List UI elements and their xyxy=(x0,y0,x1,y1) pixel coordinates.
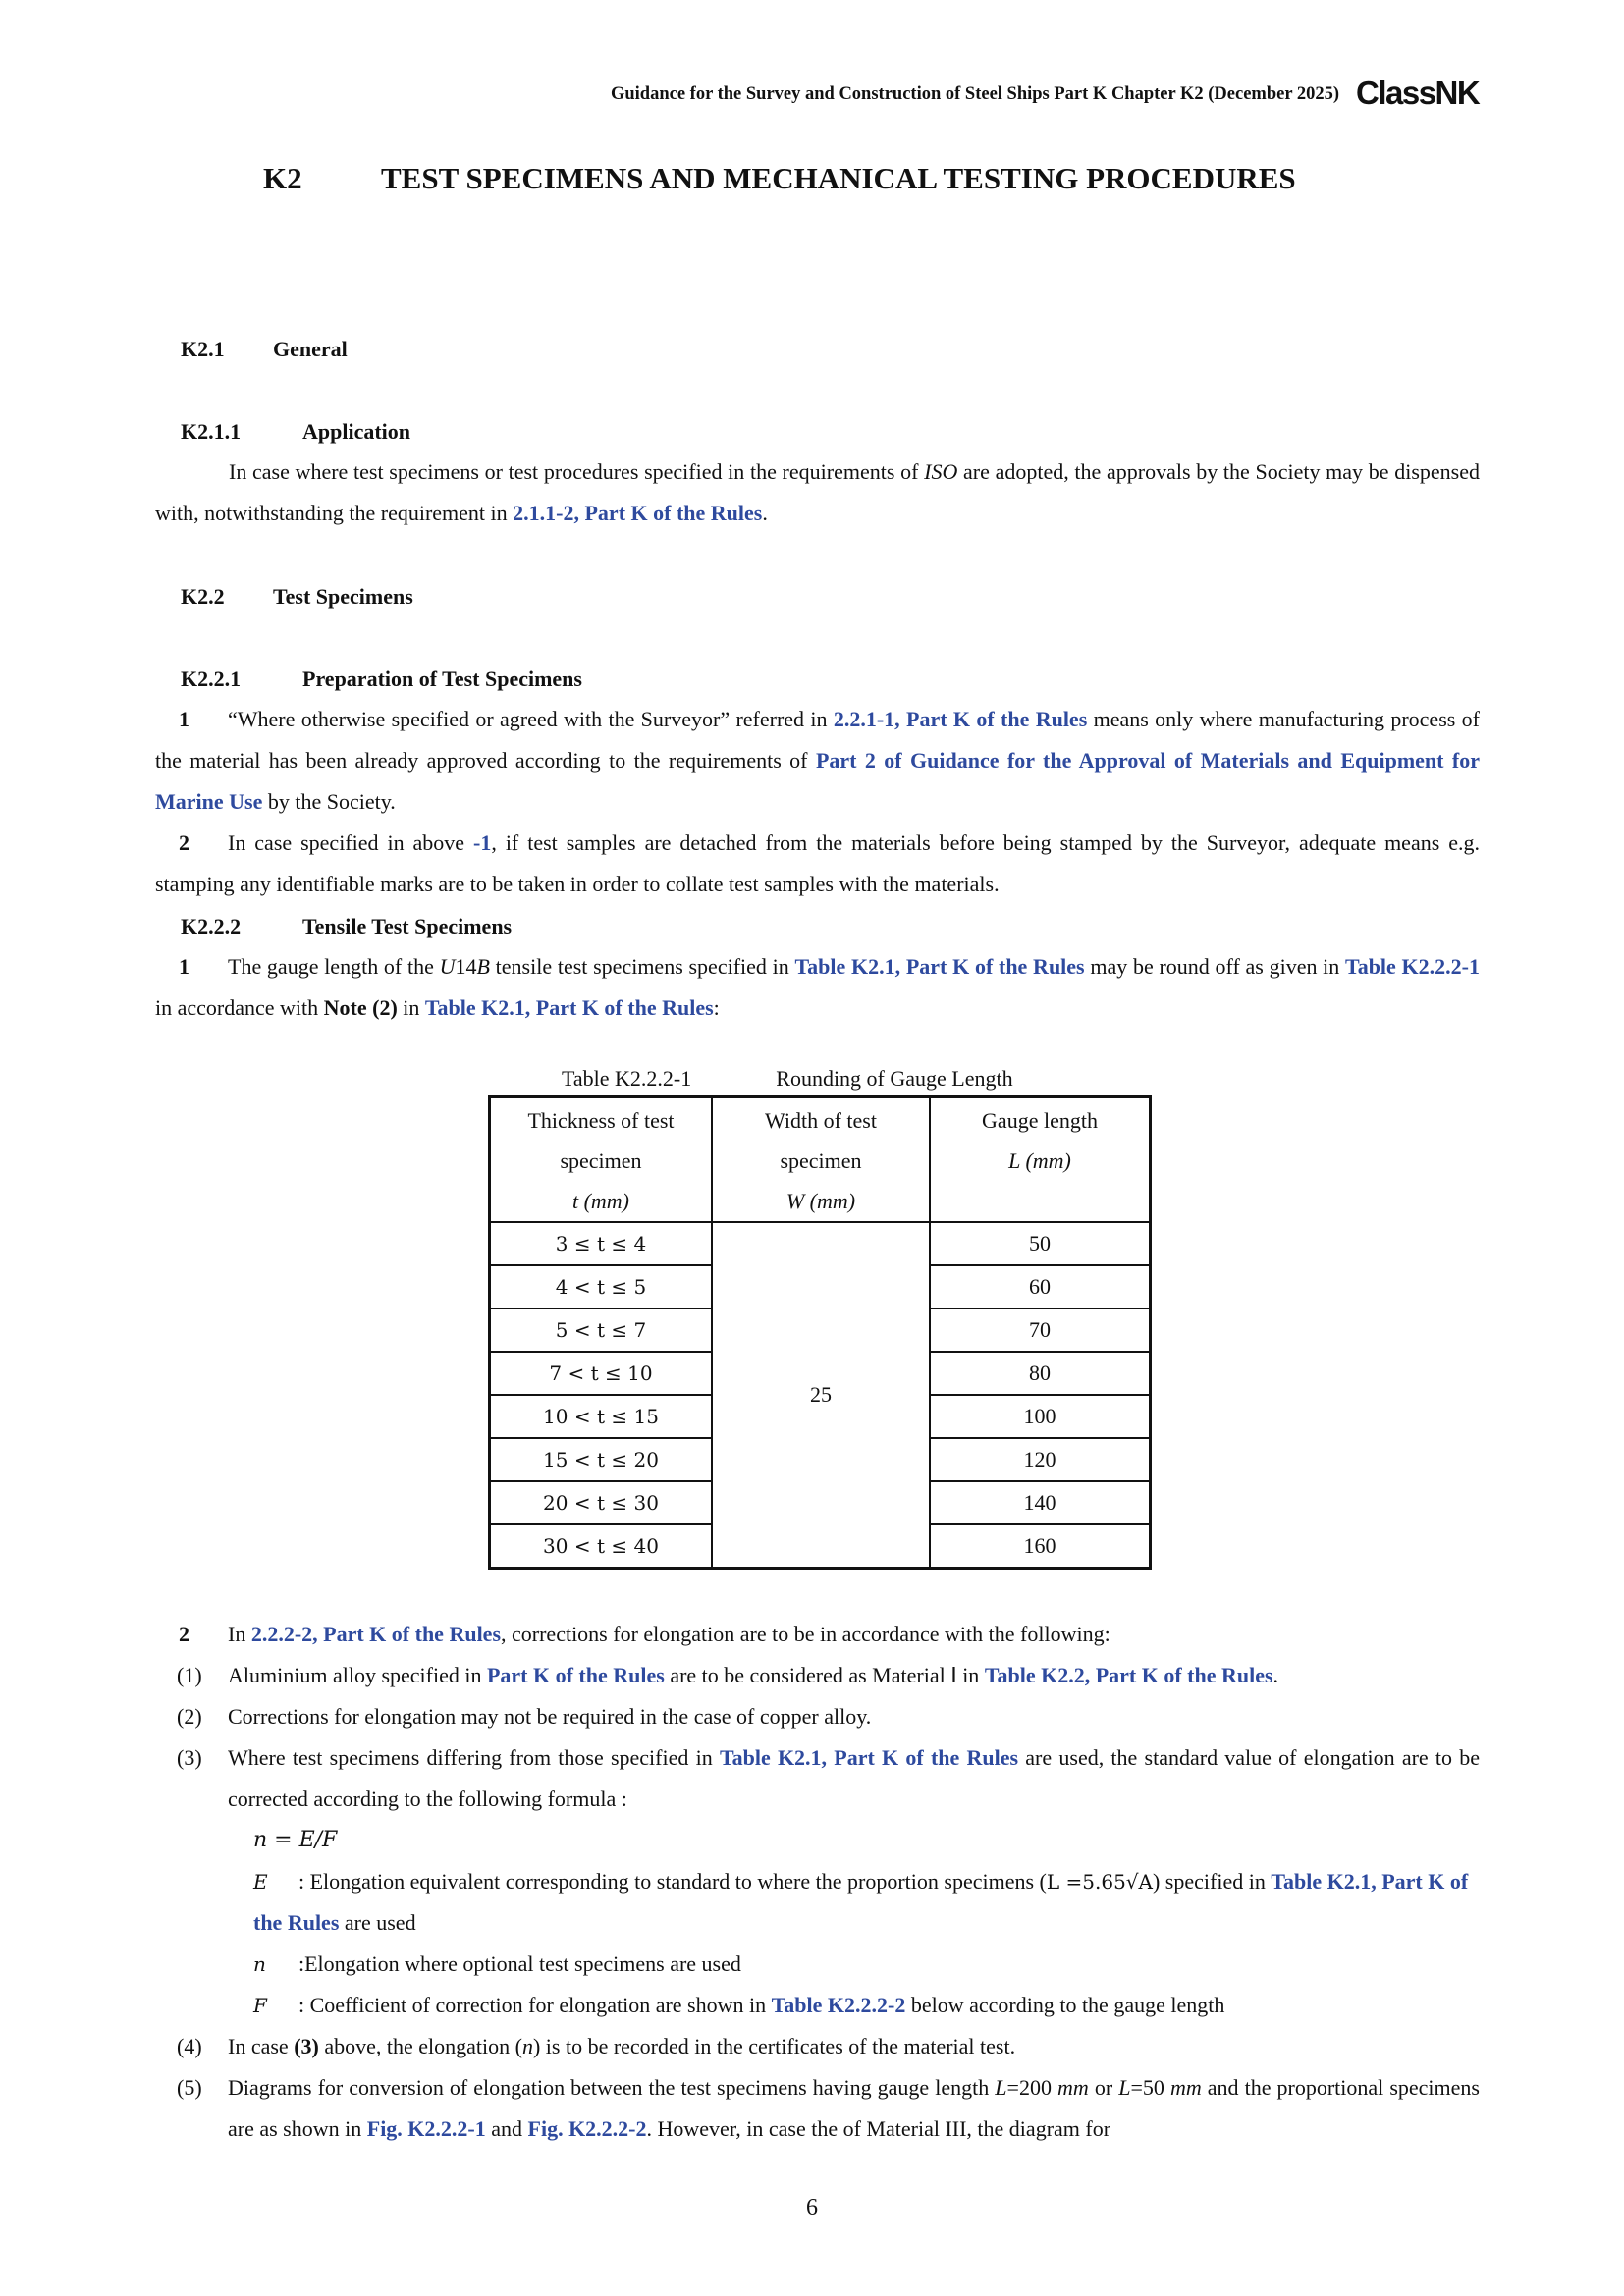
paragraph-k2-2-1-2 xyxy=(155,823,1480,905)
text-run: . xyxy=(1272,1663,1279,1687)
definition-f xyxy=(253,1985,1224,2026)
section-number: K2.1 xyxy=(181,337,225,361)
text-run: tensile test specimens specified in xyxy=(489,954,795,979)
paragraph-k2-2-2-1 xyxy=(155,946,1480,1029)
text-run: are used xyxy=(339,1910,416,1935)
rule-reference-link[interactable]: 2.2.1-1, Part K of the Rules xyxy=(833,707,1088,731)
text-run: in accordance with xyxy=(155,995,324,1020)
gauge-cell: 80 xyxy=(930,1352,1151,1395)
table-reference-link[interactable]: Table K2.1, Part K of the Rules xyxy=(794,954,1085,979)
gauge-cell: 120 xyxy=(930,1438,1151,1481)
list-label: (4) xyxy=(177,2034,202,2058)
text-run: , corrections for elongation are to be in accordance with the following: xyxy=(501,1622,1110,1646)
table-reference-link[interactable]: Table K2.2.2-2 xyxy=(771,1993,906,2017)
header-gauge-length xyxy=(930,1097,1151,1223)
text-run: mm xyxy=(1169,2075,1202,2100)
text-run: In xyxy=(228,1622,251,1646)
header-line: Gauge length xyxy=(982,1108,1098,1133)
list-text xyxy=(228,1655,1480,1696)
thickness-cell: 20 < t ≤ 30 xyxy=(490,1481,713,1524)
table-caption-number: Table K2.2.2-1 xyxy=(562,1066,692,1091)
text-run: by the Society. xyxy=(262,789,396,814)
text-run: U xyxy=(439,954,456,979)
chapter-number: K2 xyxy=(263,161,302,195)
text-run: : Elongation equivalent corresponding to standard to where the proportion specimens ( xyxy=(298,1869,1047,1894)
text-run: are adopted, the approvals by the Society may be dispensed with, notwithstanding the requirement in xyxy=(155,459,1480,525)
thickness-cell: 30 < t ≤ 40 xyxy=(490,1524,713,1569)
paragraph-number: 2 xyxy=(179,1622,189,1646)
text-run: . However, in case the of Material III, the diagram for xyxy=(646,2116,1111,2141)
paragraph-reference-link[interactable]: -1 xyxy=(473,830,492,855)
text-run: Aluminium alloy specified in xyxy=(228,1663,487,1687)
text-run: The gauge length of the xyxy=(228,954,440,979)
text-run: : xyxy=(713,995,720,1020)
text-run: and the proportional specimens are as shown in xyxy=(228,2075,1480,2141)
header-line: Thickness of test xyxy=(527,1108,675,1133)
text-run: n xyxy=(521,2034,533,2058)
list-label: (3) xyxy=(177,1745,202,1770)
symbol-n: n xyxy=(253,1952,266,1976)
paragraph-number: 1 xyxy=(179,707,189,731)
list-text: Corrections for elongation may not be required in the case of copper alloy. xyxy=(228,1704,872,1729)
section-title: Tensile Test Specimens xyxy=(302,914,513,938)
text-run: =200 xyxy=(1006,2075,1058,2100)
figure-reference-link[interactable]: Fig. K2.2.2-2 xyxy=(527,2116,647,2141)
table-caption xyxy=(562,1066,1013,1092)
list-item-5 xyxy=(155,2067,1480,2150)
paragraph-application xyxy=(155,452,1480,534)
paragraph-k2-2-1-1 xyxy=(155,699,1480,823)
section-number: K2.2 xyxy=(181,584,225,609)
list-item-1 xyxy=(155,1655,1480,1696)
table-header-row xyxy=(490,1097,1151,1223)
gauge-cell: 50 xyxy=(930,1222,1151,1265)
text-run: =50 xyxy=(1130,2075,1170,2100)
thickness-cell: 15 < t ≤ 20 xyxy=(490,1438,713,1481)
section-k2-1-1-heading xyxy=(181,419,410,445)
thickness-cell: 7 < t ≤ 10 xyxy=(490,1352,713,1395)
text-run: ) is to be recorded in the certificates of the material test. xyxy=(532,2034,1016,2058)
text-run: means only where manufacturing process of the material has been already approved according to the requirements of xyxy=(155,707,1480,773)
definition-n xyxy=(253,1944,741,1985)
symbol-e: E xyxy=(253,1870,268,1894)
list-text xyxy=(228,1737,1480,1820)
text-run: In case specified in above xyxy=(228,830,474,855)
text-run: , if test samples are detached from the materials before being stamped by the Surveyor, adequate means e.g. stamping any identifiable marks are to be taken in order to collate test samples with the materials. xyxy=(155,830,1480,896)
text-run: or xyxy=(1088,2075,1119,2100)
definition-e xyxy=(253,1861,1480,1944)
section-number: K2.2.2 xyxy=(181,914,242,938)
symbol-f: F xyxy=(253,1994,267,2017)
section-k2-2-heading xyxy=(181,584,413,610)
header-unit: L (mm) xyxy=(1008,1148,1071,1173)
text-run: Diagrams for conversion of elongation between the test specimens having gauge length xyxy=(228,2075,996,2100)
table-reference-link[interactable]: Table K2.1, Part K of the Rules xyxy=(719,1745,1019,1770)
text-run: are to be considered as Material Ⅰ in xyxy=(664,1663,985,1687)
list-label: (5) xyxy=(177,2075,202,2100)
text-run: mm xyxy=(1057,2075,1089,2100)
text-run: “Where otherwise specified or agreed with the Surveyor” referred in xyxy=(228,707,834,731)
section-number: K2.1.1 xyxy=(181,419,242,444)
header-thickness xyxy=(490,1097,713,1223)
header-unit: W (mm) xyxy=(785,1189,856,1213)
text-run: ISO xyxy=(924,459,958,484)
header-line: specimen xyxy=(780,1148,862,1173)
table-caption-title: Rounding of Gauge Length xyxy=(776,1066,1013,1091)
note-reference: Note (2) xyxy=(323,995,398,1020)
header-line: Width of test xyxy=(765,1108,877,1133)
guidance-reference-link[interactable]: Part 2 of Guidance for the Approval of Materials and Equipment for Marine Use xyxy=(155,748,1480,814)
header-unit: t (mm) xyxy=(571,1189,630,1213)
running-header: Guidance for the Survey and Construction of Steel Ships Part K Chapter K2 (December 2025) xyxy=(610,84,1339,104)
text-run: : Coefficient of correction for elongation are shown in xyxy=(298,1993,772,2017)
table-reference-link[interactable]: Table K2.2, Part K of the Rules xyxy=(984,1663,1273,1687)
classnk-logo: ClassNK xyxy=(1356,75,1480,111)
gauge-cell: 160 xyxy=(930,1524,1151,1569)
section-title: General xyxy=(273,337,348,361)
section-k2-2-2-heading xyxy=(181,914,512,939)
section-title: Test Specimens xyxy=(273,584,413,609)
table-reference-link[interactable]: Table K2.2.2-1 xyxy=(1345,954,1480,979)
section-k2-1-heading xyxy=(181,337,348,362)
chapter-title xyxy=(263,161,1296,196)
text-run: Where test specimens differing from those specified in xyxy=(228,1745,720,1770)
text-run: may be round off as given in xyxy=(1084,954,1346,979)
section-title: Application xyxy=(302,419,411,444)
list-item-3 xyxy=(155,1737,1480,1820)
rule-reference-link[interactable]: 2.1.1-2, Part K of the Rules xyxy=(513,501,763,525)
paragraph-number: 2 xyxy=(179,830,189,855)
list-label: (1) xyxy=(177,1663,202,1687)
section-number: K2.2.1 xyxy=(181,667,242,691)
text-run: in xyxy=(397,995,425,1020)
list-label: (2) xyxy=(177,1704,202,1729)
table-row xyxy=(490,1222,1151,1265)
text-run: above, the elongation ( xyxy=(318,2034,522,2058)
gauge-cell: 70 xyxy=(930,1308,1151,1352)
list-item-2 xyxy=(155,1696,1480,1737)
figure-reference-link[interactable]: Fig. K2.2.2-1 xyxy=(366,2116,486,2141)
list-item-4 xyxy=(155,2026,1480,2067)
text-run: In case where test specimens or test procedures specified in the requirements of xyxy=(229,459,925,484)
section-k2-2-1-heading xyxy=(181,667,582,692)
paragraph-number: 1 xyxy=(179,954,189,979)
rule-reference-link[interactable]: Part K of the Rules xyxy=(486,1663,665,1687)
text-run: L xyxy=(995,2075,1007,2100)
thickness-cell: 10 < t ≤ 15 xyxy=(490,1395,713,1438)
text-run: below according to the gauge length xyxy=(905,1993,1225,2017)
chapter-title-text: TEST SPECIMENS AND MECHANICAL TESTING PROCEDURES xyxy=(381,161,1296,195)
text-run: ) specified in xyxy=(1152,1869,1272,1894)
proportional-formula: L =5.65√A xyxy=(1046,1870,1153,1894)
text-run: :Elongation where optional test specimens are used xyxy=(298,1951,741,1976)
text-run: 14 xyxy=(455,954,477,979)
section-title: Preparation of Test Specimens xyxy=(302,667,582,691)
list-text xyxy=(228,2067,1480,2150)
thickness-cell: 4 < t ≤ 5 xyxy=(490,1265,713,1308)
paragraph-k2-2-2-2 xyxy=(155,1614,1480,1655)
list-text xyxy=(228,2026,1480,2067)
text-run: are used, the standard value of elongation are to be corrected according to the following formula : xyxy=(228,1745,1481,1811)
rule-reference-link[interactable]: 2.2.2-2, Part K of the Rules xyxy=(250,1622,502,1646)
gauge-length-table xyxy=(488,1095,1152,1570)
text-run: (3) xyxy=(294,2034,319,2058)
width-cell: 25 xyxy=(712,1222,930,1569)
page-number: 6 xyxy=(806,2195,818,2220)
text-run: L xyxy=(1118,2075,1131,2100)
gauge-cell: 100 xyxy=(930,1395,1151,1438)
text-run: B xyxy=(476,954,490,979)
thickness-cell: 3 ≤ t ≤ 4 xyxy=(490,1222,713,1265)
header-line: specimen xyxy=(560,1148,642,1173)
elongation-formula: n = E/F xyxy=(253,1828,338,1852)
text-run: . xyxy=(762,501,768,525)
table-reference-link[interactable]: Table K2.1, Part K of the Rules xyxy=(253,1869,1469,1935)
table-reference-link[interactable]: Table K2.1, Part K of the Rules xyxy=(424,995,714,1020)
text-run: In case xyxy=(228,2034,295,2058)
thickness-cell: 5 < t ≤ 7 xyxy=(490,1308,713,1352)
header-width xyxy=(712,1097,930,1223)
text-run: and xyxy=(485,2116,528,2141)
gauge-cell: 140 xyxy=(930,1481,1151,1524)
gauge-cell: 60 xyxy=(930,1265,1151,1308)
